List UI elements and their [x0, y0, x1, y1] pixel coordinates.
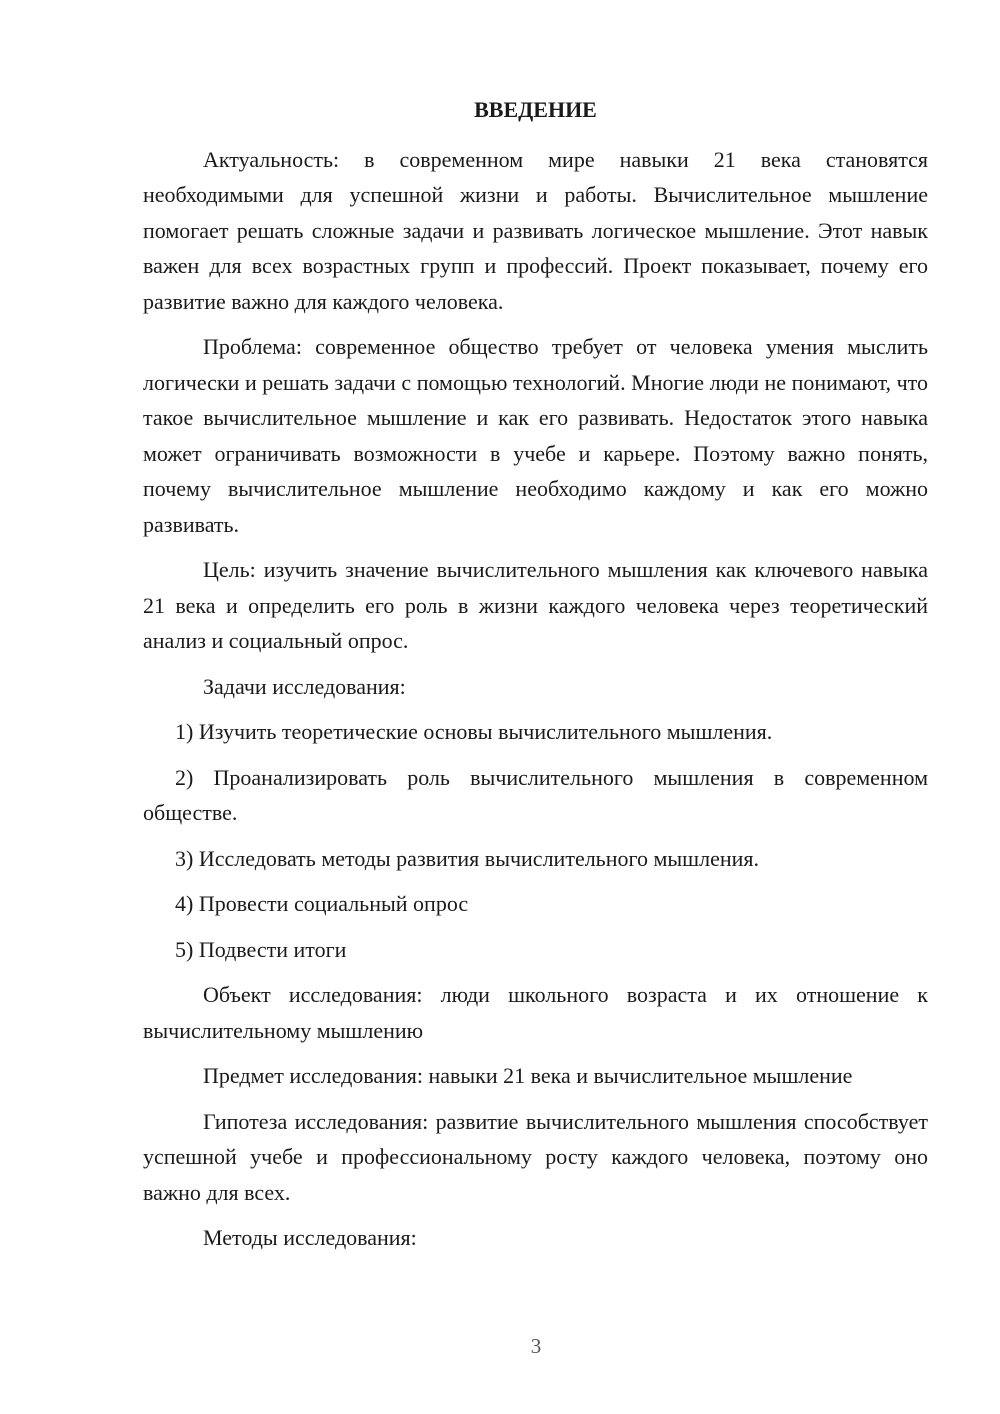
task-item-4: 4) Провести социальный опрос [175, 891, 469, 916]
task-item-5: 5) Подвести итоги [175, 936, 347, 962]
object-paragraph: Объект исследования: люди школьного возраста и их отношение к вычислительному мышлению [143, 982, 928, 1043]
task-item-3: 3) Исследовать методы развития вычислительного мышления. [175, 845, 760, 871]
relevance-paragraph: Актуальность: в современном мире навыки 21 века становятся необходимыми для успешной жизни и работы. Вычислительное мышление помогает решать сложные задачи и развивать логическое мышление. Этот навык важен для всех возрастных групп и профессий. Проект показывает, почему его развитие важно для каждого человека. [143, 146, 928, 314]
task-item-1: 1) Изучить теоретические основы вычислительного мышления. [175, 719, 773, 744]
section-title: ВВЕДЕНИЕ [474, 97, 597, 122]
problem-paragraph: Проблема: современное общество требует от человека умения мыслить логически и решать задачи с помощью технологий. Многие люди не понимают, что такое вычислительное мышление и как его развивать. Недостаток этого навыка может ограничивать возможности в учебе и карьере. Поэтому важно понять, почему вычислительное мышление необходимо каждому и как его можно развивать. [143, 334, 928, 537]
goal-paragraph: Цель: изучить значение вычислительного мышления как ключевого навыка 21 века и определить его роль в жизни каждого человека через теоретический анализ и социальный опрос. [143, 557, 928, 653]
task-item-2: 2) Проанализировать роль вычислительного мышления в современном обществе. [143, 764, 928, 825]
methods-heading: Методы исследования: [203, 1225, 417, 1250]
subject-paragraph: Предмет исследования: навыки 21 века и вычислительное мышление [203, 1063, 853, 1088]
document-page [143, 92, 928, 1266]
tasks-heading: Задачи исследования: [203, 673, 406, 699]
hypothesis-paragraph: Гипотеза исследования: развитие вычислительного мышления способствует успешной учебе и профессиональному росту каждого человека, поэтому оно важно для всех. [143, 1108, 928, 1205]
page-number: 3 [530, 1334, 542, 1358]
